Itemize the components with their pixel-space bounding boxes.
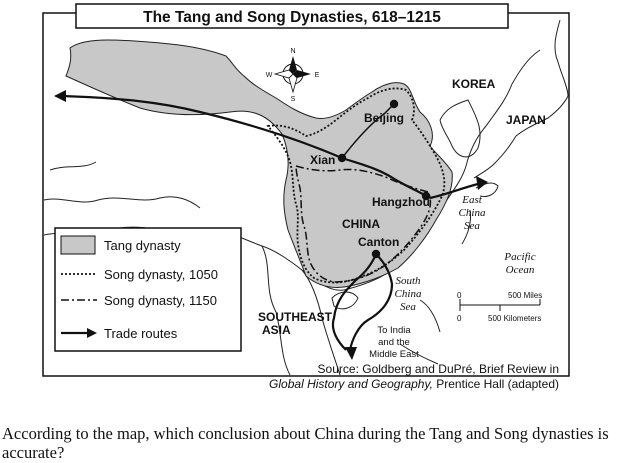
beijing-marker <box>390 100 398 108</box>
scale-zero-miles: 0 <box>457 291 462 300</box>
label-canton: Canton <box>358 235 400 249</box>
scale-zero-km: 0 <box>457 314 462 323</box>
label-japan: JAPAN <box>506 113 546 127</box>
compass-e: E <box>314 72 320 79</box>
legend-song1150-label: Song dynasty, 1150 <box>104 293 217 308</box>
compass-n: N <box>290 48 296 55</box>
source-line-2: Global History and Geography, Prentice Hall (adapted) <box>269 377 559 391</box>
compass-w: W <box>265 72 273 79</box>
canton-marker <box>372 250 380 258</box>
label-south-china-sea-3: Sea <box>400 301 416 313</box>
label-korea: KOREA <box>452 77 496 91</box>
source-line-1: Source: Goldberg and DuPré, Brief Review in <box>317 362 559 376</box>
label-china: CHINA <box>342 217 380 231</box>
label-east-china-sea-3: Sea <box>464 220 480 232</box>
legend-trade-label: Trade routes <box>104 326 178 341</box>
legend-tang-swatch <box>61 236 95 254</box>
label-beijing: Beijing <box>364 111 405 125</box>
legend-tang-label: Tang dynasty <box>104 238 181 253</box>
scale-miles: 500 Miles <box>508 291 543 300</box>
label-hangzhou: Hangzhou <box>372 195 430 209</box>
compass-s: S <box>290 96 296 103</box>
label-southeast-asia-1: SOUTHEAST <box>258 310 333 324</box>
label-east-china-sea-2: China <box>458 207 486 219</box>
label-pacific-2: Ocean <box>505 264 535 276</box>
label-east-china-sea-1: East <box>462 194 482 206</box>
label-xian: Xian <box>310 153 336 167</box>
label-to-india-2: and the <box>378 337 410 348</box>
scale-km: 500 Kilometers <box>488 314 542 323</box>
label-to-india-1: To India <box>377 325 411 336</box>
label-pacific-1: Pacific <box>504 251 536 263</box>
question-text: According to the map, which conclusion about China during the Tang and Song dynasties is accurate? <box>2 424 609 462</box>
label-southeast-asia-2: ASIA <box>262 323 291 337</box>
xian-marker <box>338 154 346 162</box>
label-to-india-3: Middle East <box>369 349 419 360</box>
legend-song1050-label: Song dynasty, 1050 <box>104 267 218 282</box>
label-south-china-sea-2: China <box>394 288 422 300</box>
label-south-china-sea-1: South <box>395 275 421 287</box>
map-title: The Tang and Song Dynasties, 618–1215 <box>143 9 441 26</box>
